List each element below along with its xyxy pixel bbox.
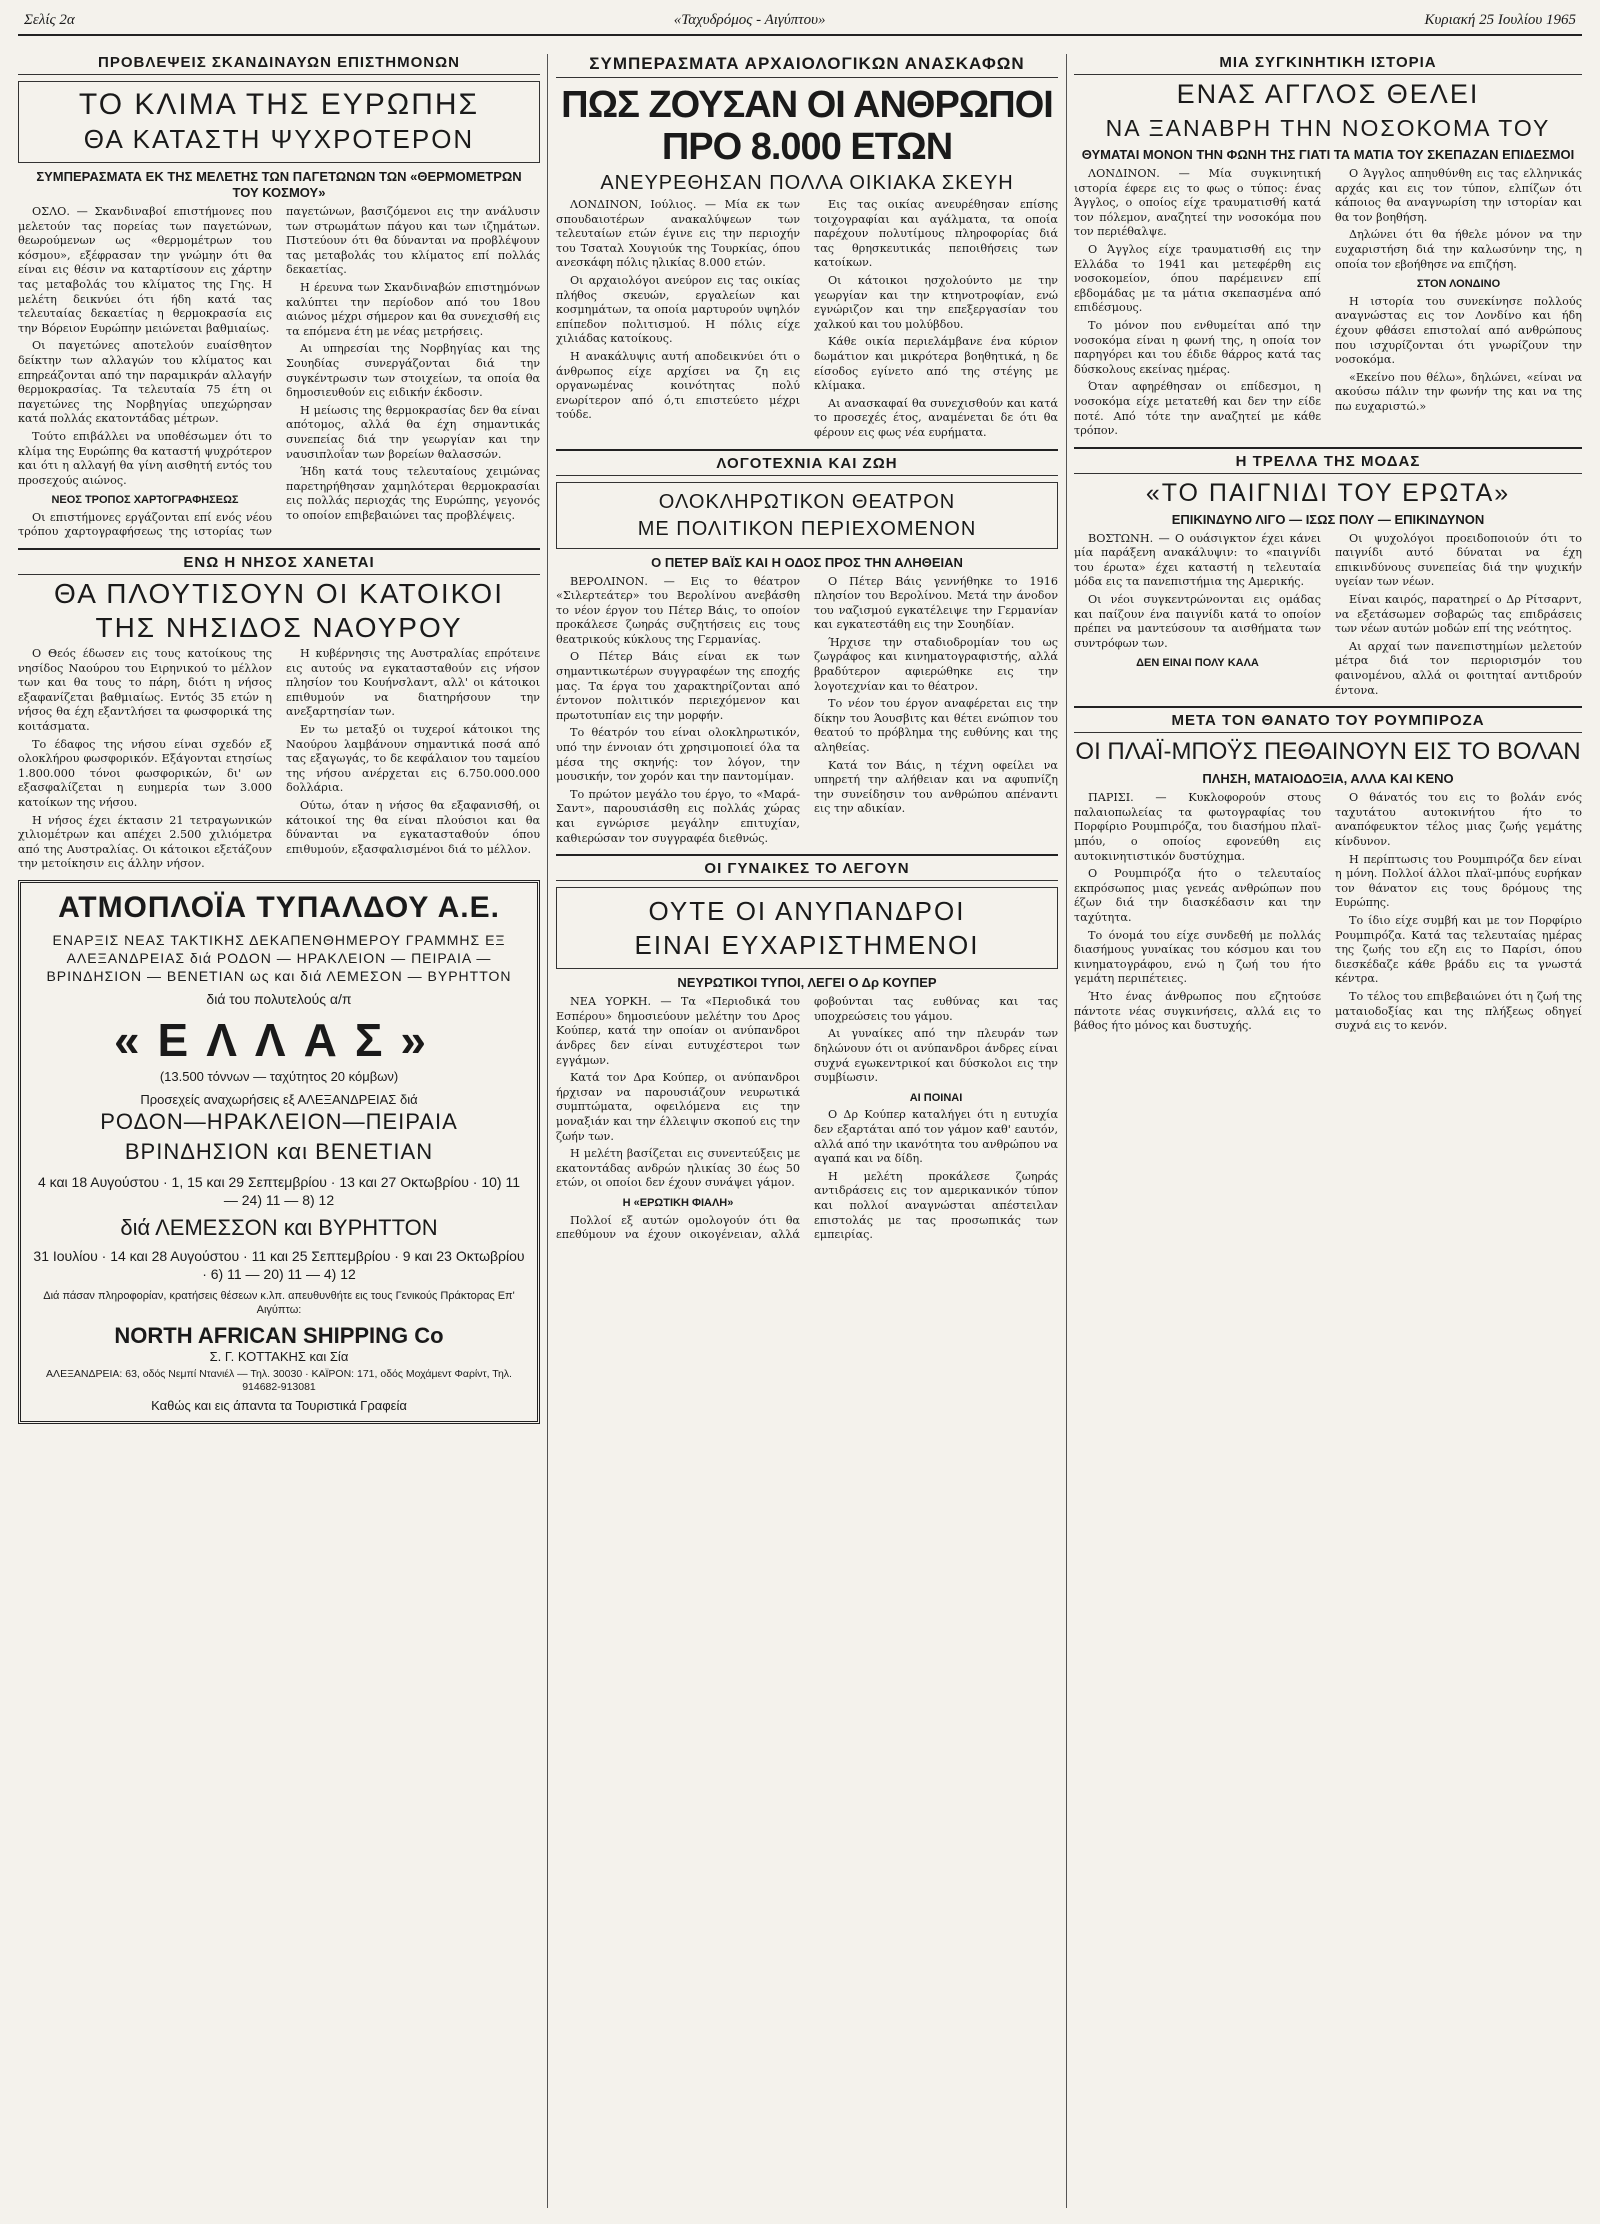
- paragraph: Αι ανασκαφαί θα συνεχισθούν και κατά το προσεχές έτος, αναμένεται δε ότι θα φέρουν εις φως νέα ευρήματα.: [814, 396, 1058, 439]
- paragraph: Αι γυναίκες από την πλευράν των δηλώνουν ότι οι ανύπανδροι άνδρες είναι συχνά εγωκεντρικοί και δύσκολοι εις την συμβίωσιν.: [814, 1027, 1058, 1085]
- paragraph: Εις τας οικίας ανευρέθησαν επίσης τοιχογραφίαι και αγάλματα, τα οποία παρέχουν πολυτίμους πληροφορίας διά τας θρησκευτικάς πεποιθήσεις των κατοίκων.: [814, 198, 1058, 270]
- ad-agent: NORTH AFRICAN SHIPPING Co: [114, 1322, 444, 1348]
- article-nurse: [1074, 54, 1582, 439]
- paragraph: Ο Πέτερ Βάις γεννήθηκε το 1916 πλησίον του Βερολίνου. Μετά την άνοδον του ναζισμού εγκατέλειψε την Γερμανίαν και εγκατεστάθη εις την Σουηδίαν.: [814, 574, 1058, 632]
- article-body: [18, 647, 540, 872]
- section-subhead: ΣΤΟΝ ΛΟΝΔΙΝΟ: [1416, 278, 1501, 291]
- column-rule: [547, 54, 548, 2208]
- paragraph: ΛΟΝΔΙΝΟΝ, Ιούλιος. — Μία εκ των σπουδαιοτέρων ανακαλύψεων των τελευταίων ετών έγινε εις την περιοχήν του Τσαταλ Χουγιούκ της Τουρκίας, όπου ανεσκάφη πόλις ηλικίας 8.000 ετών.: [556, 198, 800, 270]
- newspaper-page: [18, 10, 1582, 2214]
- article-body: [556, 995, 1058, 1244]
- paragraph: Η νήσος έχει έκτασιν 21 τετραγωνικών χιλιομέτρων και απέχει 2.500 χιλιόμετρα από της Αυστραλίας. Οι κάτοικοι εξετάζουν την μετοίκησιν εις άλλην νήσον.: [18, 813, 272, 871]
- article-subhead: ΣΥΜΠΕΡΑΣΜΑΤΑ ΕΚ ΤΗΣ ΜΕΛΕΤΗΣ ΤΩΝ ΠΑΓΕΤΩΝΩΝ ΤΩΝ «ΘΕΡΜΟΜΕΤΡΩΝ ΤΟΥ ΚΟΣΜΟΥ»: [36, 169, 522, 200]
- ad-tour: Καθώς και εις άπαντα τα Τουριστικά Γραφεία: [151, 1397, 407, 1413]
- paragraph: ΟΣΛΟ. — Σκανδιναβοί επιστήμονες που μελετούν τας πορείας των παγετώνων, θεωρούμενων ως «θερμομέτρων του κόσμου», εξέφρασαν την γνώμην ότι θα είναι εις θέσιν να καταρτίσουν εις χάρτην τας μεταβολάς του κλίματος της Γης. Η μελέτη δεικνύει ότι ήδη κατά τας τελευταίας δεκαετίας η θερμοκρασία εις την Βόρειον Ευρώπην μειώνεται βαθμιαίως.: [18, 205, 272, 335]
- ad-dates: 4 και 18 Αυγούστου · 1, 15 και 29 Σεπτεμβρίου · 13 και 27 Οκτωβρίου · 10) 11 — 24) 11 — 8) 12: [37, 1173, 521, 1208]
- paragraph: Δηλώνει ότι θα ήθελε μόνον να την ευχαριστήση διά την καλωσύνην της, η οποία τον εβοήθησε να επιζήση.: [1335, 228, 1582, 271]
- section-rule: [1074, 447, 1582, 449]
- paragraph: ΠΑΡΙΣΙ. — Κυκλοφορούν στους παλαιοπωλείας τα φωτογραφίας του Πορφίριο Ρουμπιρόζα, του διασήμου πλαϊ-μπόυ, ο οποίος εφονεύθη εις αυτοκινητιστικόν δυστύχημα.: [1074, 791, 1321, 863]
- paragraph: Οι νέοι συγκεντρώνονται εις ομάδας και παίζουν ένα παιγνίδι κατά το οποίον πρέπει να μαντεύσουν τα αισθήματα των συντρόφων των.: [1074, 593, 1321, 650]
- article-archaeology: [556, 54, 1058, 441]
- section-rule: [18, 548, 540, 550]
- paragraph: ΛΟΝΔΙΝΟΝ. — Μία συγκινητική ιστορία έφερε εις το φως ο τύπος: ένας Άγγλος, ο οποίος είχε τραυματισθή κατά τον πόλεμον, αναζητεί την νοσοκόμα που τον περιέθαλψε.: [1074, 167, 1321, 239]
- section-subhead-2: ΑΙ ΠΟΙΝΑΙ: [909, 1091, 963, 1104]
- paragraph: Κατά τον Βάις, η τέχνη οφείλει να υπηρετή την αλήθειαν και να αφυπνίζη την συνείδησιν του ανθρώπου απέναντι εις την αδικίαν.: [814, 758, 1058, 816]
- section-subhead: Η «ΕΡΩΤΙΚΗ ΦΙΑΛΗ»: [622, 1196, 734, 1209]
- paragraph: Οι αρχαιολόγοι ανεύρον εις τας οικίας πλήθος σκευών, εργαλείων και κοσμημάτων, τα οποία μαρτυρούν υψηλόν επίπεδον πολιτισμού. Η πόλις είχε χιλιάδας κατοίκους.: [556, 273, 800, 346]
- paragraph: Το ίδιο είχε συμβή και με τον Πορφίριο Ρουμπιρόζα. Κατά τας τελευταίας ημέρας της ζωής του εζη εις το Παρίσι, όπου διεσκέδαζε κάθε βράδυ εις τα γνωστά κέντρα.: [1335, 913, 1582, 986]
- headline-box: [556, 887, 1058, 969]
- paragraph: Η μείωσις της θερμοκρασίας δεν θα είναι απότομος, αλλά θα έχη σημαντικάς συνεπείας διά την γεωργίαν και την ναυσιπλοΐαν των βορείων θαλασσών.: [286, 403, 540, 461]
- paragraph: Όταν αφηρέθησαν οι επίδεσμοι, η νοσοκόμα είχε μετατεθή και δεν την είδε ποτέ. Από τότε την αναζητεί με κάθε τρόπον.: [1074, 380, 1321, 438]
- issue-date: Κυριακή 25 Ιουλίου 1965: [1424, 11, 1576, 28]
- article-headline: ΟΛΟΚΛΗΡΩΤΙΚΟΝ ΘΕΑΤΡΟΝ: [658, 490, 956, 513]
- article-kicker: ΜΕΤΑ ΤΟΝ ΘΑΝΑΤΟ ΤΟΥ ΡΟΥΜΠΙΡΟΖΑ: [1074, 712, 1582, 733]
- article-headline: ΤΟ ΚΛΙΜΑ ΤΗΣ ΕΥΡΩΠΗΣ: [78, 88, 480, 121]
- article-headline-2: ΘΑ ΚΑΤΑΣΤΗ ΨΥΧΡΟΤΕΡΟΝ: [83, 124, 475, 154]
- paragraph: ΝΕΑ ΥΟΡΚΗ. — Τα «Περιοδικά του Εσπέρου» δημοσιεύουν μελέτην του Δρος Κούπερ, κατά την οποίαν οι ανύπανδροι άνδρες δεν είναι ευτυχέστεροι των εγγάμων.: [556, 995, 800, 1067]
- article-kicker: ΟΙ ΓΥΝΑΙΚΕΣ ΤΟ ΛΕΓΟΥΝ: [556, 860, 1058, 881]
- article-body: [1074, 791, 1582, 1037]
- article-kicker: ΠΡΟΒΛΕΨΕΙΣ ΣΚΑΝΔΙΝΑΥΩΝ ΕΠΙΣΤΗΜΟΝΩΝ: [18, 54, 540, 75]
- ad-ship-info: (13.500 τόννων — ταχύτητος 20 κόμβων): [159, 1068, 399, 1084]
- paragraph: Εν τω μεταξύ οι τυχεροί κάτοικοι της Ναούρου λαμβάνουν σημαντικά ποσά από τας εξαγωγάς, το δε κεφάλαιον του ταμείου της νήσου ανέρχεται εις 6.750.000.000 δολλάρια.: [286, 723, 540, 795]
- ad-intro: ΕΝΑΡΞΙΣ ΝΕΑΣ ΤΑΚΤΙΚΗΣ ΔΕΚΑΠΕΝΘΗΜΕΡΟΥ ΓΡΑΜΜΗΣ ΕΞ ΑΛΕΞΑΝΔΡΕΙΑΣ διά ΡΟΔΟΝ — ΗΡΑΚΛΕΙΟΝ — ΠΕΙΡΑΙΑ — ΒΡΙΝΔΗΣΙΟΝ — ΒΕΝΕΤΙΑΝ ως και διά ΛΕΜΕΣΟΝ — ΒΥΡΗΤΤΟΝ: [46, 931, 512, 984]
- section-rule: [1074, 706, 1582, 708]
- article-climate: [18, 54, 540, 540]
- paragraph: Η περίπτωσις του Ρουμπιρόζα δεν είναι η μόνη. Πολλοί άλλοι πλαϊ-μπόυς ευρήκαν τον θάνατον εις τους δρόμους της Ευρώπης.: [1335, 852, 1582, 910]
- paragraph: Κάθε οικία περιελάμβανε ένα κύριον δωμάτιον και μικρότερα βοηθητικά, η δε είσοδος εγίνετο από της στέγης με κλίμακα.: [814, 335, 1058, 393]
- paragraph: Ήδη κατά τους τελευταίους χειμώνας παρετηρήθησαν χαμηλότεραι θερμοκρασίαι εις πολλάς περιοχάς της Ευρώπης, γεγονός το οποίον επιβεβαιώνει τας προβλέψεις.: [286, 465, 540, 522]
- ad-agent-2: Σ. Γ. ΚΟΤΤΑΚΗΣ και Σία: [209, 1348, 349, 1364]
- paragraph: Το πρώτον μεγάλο του έργο, το «Μαρά-Σαντ», παρουσιάσθη εις πολλάς χώρας και εγνώρισε μεγάλην επιτυχίαν, καθιερώσαν τον συγγραφέα διεθνώς.: [556, 787, 800, 845]
- masthead: [18, 10, 1582, 36]
- page-number: Σελίς 2α: [24, 11, 75, 28]
- article-body: [1074, 532, 1582, 699]
- article-headline: ΕΝΑΣ ΑΓΓΛΟΣ ΘΕΛΕΙ: [1176, 79, 1480, 109]
- paragraph: Η ιστορία του συνεκίνησε πολλούς αναγνώστας εις τον Λονδίνο και ήδη έχουν φθάσει επιστολαί από ανθρώπους που ισχυρίζονται ότι γνωρίζουν την νοσοκόμα.: [1335, 294, 1582, 367]
- paragraph: Η ανακάλυψις αυτή αποδεικνύει ότι ο άνθρωπος είχε αρχίσει να ζη εις οργανωμένας κοινότητας πολύ ενωρίτερον από ό,τι επιστεύετο μέχρι τούδε.: [556, 349, 800, 422]
- paragraph: Το θέατρόν του είναι ολοκληρωτικόν, υπό την έννοιαν ότι χρησιμοποιεί όλα τα μέσα της σκηνής: τον λόγον, την μουσικήν, τον χορόν και την παντομίμαν.: [556, 726, 800, 784]
- article-subhead: ΝΕΥΡΩΤΙΚΟΙ ΤΥΠΟΙ, ΛΕΓΕΙ Ο Δρ ΚΟΥΠΕΡ: [677, 975, 937, 991]
- article-subhead: ΕΠΙΚΙΝΔΥΝΟ ΛΙΓΟ — ΙΣΩΣ ΠΟΛΥ — ΕΠΙΚΙΝΔΥΝΟΝ: [1171, 511, 1485, 527]
- paragraph: Ο Δρ Κούπερ καταλήγει ότι η ευτυχία δεν εξαρτάται από τον γάμον καθ' εαυτόν, αλλά από την ικανότητα του ανθρώπου να αγαπά και να δίδη.: [814, 1108, 1058, 1166]
- article-headline-2: ΜΕ ΠΟΛΙΤΙΚΟΝ ΠΕΡΙΕΧΟΜΕΝΟΝ: [637, 517, 977, 540]
- paragraph: Είναι καιρός, παρατηρεί ο Δρ Ρίτσαρντ, να εξετάσωμεν σοβαρώς τας επιδράσεις των νέων αυτών μοδών επί της νεότητος.: [1335, 593, 1582, 636]
- ad-address: ΑΛΕΞΑΝΔΡΕΙΑ: 63, οδός Νεμπί Ντανιέλ — Τηλ. 30030 · ΚΑΪΡΟΝ: 171, οδός Μοχάμεντ Φαρίντ, Τηλ. 914682-913081: [46, 1367, 512, 1393]
- paragraph: Ούτω, όταν η νήσος θα εξαφανισθή, οι κάτοικοί της θα είναι πλούσιοι και θα δύνανται να εγκατασταθούν όπου επιθυμούν, εξασφαλισμένοι διά το μέλλον.: [286, 799, 540, 856]
- paragraph: Η έρευνα των Σκανδιναβών επιστημόνων καλύπτει την περίοδον από του 18ου αιώνος μέχρι σήμερον και θα συνεχισθή εις τα επόμενα έτη με νέας μετρήσεις.: [286, 280, 540, 338]
- ad-vessel-label: διά του πολυτελούς α/π: [206, 990, 352, 1007]
- article-kicker: Η ΤΡΕΛΛΑ ΤΗΣ ΜΟΔΑΣ: [1074, 453, 1582, 474]
- column-right: [1074, 54, 1582, 1037]
- article-body: [556, 575, 1058, 847]
- article-body: [556, 198, 1058, 441]
- ad-destinations-2: διά ΛΕΜΕΣΣΟΝ και ΒΥΡΗΤΤΟΝ: [120, 1214, 438, 1240]
- paragraph: Η μελέτη προκάλεσε ζωηράς αντιδράσεις εις τον αμερικανικόν τύπον και πολλοί αναγνώσται απέστειλαν επιστολάς με τας προσωπικάς των εμπειρίας.: [814, 1169, 1058, 1242]
- paragraph: Το νέον του έργον αναφέρεται εις την δίκην του Άουσβιτς και θέτει ενώπιον του θεατού το πρόβλημα της ευθύνης και της αληθείας.: [814, 697, 1058, 755]
- paragraph: Ο Άγγλος είχε τραυματισθή εις την Ελλάδα το 1941 και μετεφέρθη εις νοσοκομείον, όπου παρέμεινεν επί εβδομάδας με τα μάτια σκεπασμένα από επιδέσμους.: [1074, 242, 1321, 315]
- newspaper-title: «Ταχυδρόμος - Αιγύπτου»: [673, 11, 826, 28]
- paragraph: Το μόνον που ενθυμείται από την νοσοκόμα είναι η φωνή της, η οποία τον παρηγόρει και του έδιδε θάρρος κατά τας δύσκολους εκείνας ημέρας.: [1074, 318, 1321, 376]
- article-headline: «ΤΟ ΠΑΙΓΝΙΔΙ ΤΟΥ ΕΡΩΤΑ»: [1145, 478, 1511, 507]
- article-subhead: ΘΥΜΑΤΑΙ ΜΟΝΟΝ ΤΗΝ ΦΩΝΗ ΤΗΣ ΓΙΑΤΙ ΤΑ ΜΑΤΙΑ ΤΟΥ ΣΚΕΠΑΖΑΝ ΕΠΙΔΕΣΜΟΙ: [1081, 147, 1575, 162]
- article-kicker: ΣΥΜΠΕΡΑΣΜΑΤΑ ΑΡΧΑΙΟΛΟΓΙΚΩΝ ΑΝΑΣΚΑΦΩΝ: [556, 54, 1058, 78]
- article-playboys: [1074, 712, 1582, 1037]
- paragraph: Το όνομά του είχε συνδεθή με πολλάς διασήμους γυναίκας του κόσμου και του κινηματογράφου, ενώ η ζωή του ήτο γεμάτη περιπέτειες.: [1074, 928, 1321, 986]
- article-nauru: [18, 554, 540, 872]
- article-headline: ΠΩΣ ΖΟΥΣΑΝ ΟΙ ΑΝΘΡΩΠΟΙ ΠΡΟ 8.000 ΕΤΩΝ: [561, 84, 1053, 168]
- section-rule: [556, 449, 1058, 451]
- article-headline: ΟΥΤΕ ΟΙ ΑΝΥΠΑΝΔΡΟΙ: [648, 896, 966, 927]
- paragraph: Ο Θεός έδωσεν εις τους κατοίκους της νησίδος Ναούρου του Ειρηνικού το μέλλον των και θα τους το πάρη, διότι η νήσος εξαφανίζεται βαθμιαίως. Εντός 35 ετών η νήσος θα έχη εξαντλήσει τα φωσφορικά της κοιτάσματα.: [18, 647, 272, 734]
- paragraph: Οι ψυχολόγοι προειδοποιούν ότι το παιγνίδι αυτό δύναται να έχη επικινδύνους συνεπείας διά την ψυχικήν υγείαν των νέων.: [1335, 531, 1582, 589]
- column-left: [18, 54, 540, 1424]
- article-headline-2: ΕΙΝΑΙ ΕΥΧΑΡΙΣΤΗΜΕΝΟΙ: [634, 930, 980, 961]
- paragraph: Οι επιστήμονες εργάζονται επί ενός νέου τρόπου χαρτογραφήσεως της ιστορίας των παγετώνων, βασιζόμενοι εις την ανάλυσιν των στρωμάτων πάγου και των ιζημάτων. Πιστεύουν ότι θα δύνανται να προβλέψουν τας μεταβολάς του κλίματος επί πολλάς δεκαετίας.: [18, 205, 540, 539]
- article-bachelors: [556, 860, 1058, 1244]
- paragraph: Αι αρχαί των πανεπιστημίων μελετούν μέτρα διά τον περιορισμόν του φαινομένου, αλλά οι φοιτηταί αντιδρούν έντονα.: [1335, 639, 1582, 697]
- paragraph: Το έδαφος της νήσου είναι σχεδόν εξ ολοκλήρου φωσφορικόν. Εξάγονται ετησίως 1.800.000 τόνοι φωσφορικών, δι' ων εξασφαλίζεται η ευημερία των 3.000 κατοίκων της νήσου.: [18, 737, 272, 809]
- paragraph: Ο θάνατός του εις το βολάν ενός ταχυτάτου αυτοκινήτου ήτο το αναπόφευκτον τέλος μιας ζωής γεμάτης κίνδυνον.: [1335, 791, 1582, 848]
- paragraph: Η μελέτη βασίζεται εις συνεντεύξεις με εκατοντάδας ανδρών ηλικίας 30 έως 50 ετών, οι οποίοι δεν έχουν συνάψει γάμον.: [556, 1147, 800, 1190]
- article-body: [18, 205, 540, 540]
- paragraph: «Εκείνο που θέλω», δηλώνει, «είναι να ακούσω πάλιν την φωνήν της και να της πω ευχαριστώ.»: [1335, 370, 1582, 413]
- article-body: [1074, 167, 1582, 439]
- article-headline-2: ΤΗΣ ΝΗΣΙΔΟΣ ΝΑΟΥΡΟΥ: [95, 612, 463, 644]
- ad-company: ΑΤΜΟΠΛΟΪΑ ΤΥΠΑΛΔΟΥ Α.Ε.: [58, 890, 500, 924]
- section-subhead: ΔΕΝ ΕΙΝΑΙ ΠΟΛΥ ΚΑΛΑ: [1136, 657, 1259, 670]
- paragraph: Ήρχισε την σταδιοδρομίαν του ως ζωγράφος και κινηματογραφιστής, αλλά βραδύτερον αφιερώθηκε εις την λογοτεχνίαν και το θέατρον.: [814, 635, 1058, 693]
- paragraph: Ο Πέτερ Βάις είναι εκ των σημαντικωτέρων συγγραφέων της εποχής μας. Τα έργα του χαρακτηρίζονται από έντονον πολιτικόν περιεχόμενον και πρωτοτυπίαν εις την μορφήν.: [556, 650, 800, 722]
- paragraph: Αι υπηρεσίαι της Νορβηγίας και της Σουηδίας συνεργάζονται διά την συγκέντρωσιν των στοιχείων, τα οποία θα δημοσιευθούν εις ειδικήν έκδοσιν.: [286, 342, 540, 400]
- ad-info: Διά πάσαν πληροφορίαν, κρατήσεις θέσεων κ.λπ. απευθυνθήτε εις τους Γενικούς Πράκτορας Επ' Αιγύπτω:: [43, 1289, 515, 1316]
- paragraph: Ο Ρουμπιρόζα ήτο ο τελευταίος εκπρόσωπος μιας γενεάς ανθρώπων που έζων διά την διασκέδασιν και την ταχύτητα.: [1074, 867, 1321, 924]
- article-kicker: ΛΟΓΟΤΕΧΝΙΑ ΚΑΙ ΖΩΗ: [556, 455, 1058, 476]
- ad-destinations: ΡΟΔΟΝ—ΗΡΑΚΛΕΙΟΝ—ΠΕΙΡΑΙΑ ΒΡΙΝΔΗΣΙΟΝ και ΒΕΝΕΤΙΑΝ: [100, 1108, 458, 1164]
- paragraph: ΒΕΡΟΛΙΝΟΝ. — Εις το θέατρον «Σιλερτεάτερ» του Βερολίνου ανεβάσθη το νέον έργον του Πέτερ Βάις, το οποίον προκάλεσε ζωηράς συζητήσεις εις τους θεατρικούς κύκλους της Γερμανίας.: [556, 574, 800, 646]
- article-subhead: ΠΛΗΣΗ, ΜΑΤΑΙΟΔΟΞΙΑ, ΑΛΛΑ ΚΑΙ ΚΕΝΟ: [1202, 771, 1454, 787]
- column-rule: [1066, 54, 1067, 2208]
- article-kicker: ΜΙΑ ΣΥΓΚΙΝΗΤΙΚΗ ΙΣΤΟΡΙΑ: [1074, 54, 1582, 75]
- shipping-advertisement: [18, 880, 540, 1424]
- article-theatre: [556, 455, 1058, 847]
- article-kicker: ΕΝΩ Η ΝΗΣΟΣ ΧΑΝΕΤΑΙ: [18, 554, 540, 575]
- paragraph: Κατά τον Δρα Κούπερ, οι ανύπανδροι ήρχισαν να παρουσιάζουν νευρωτικά συμπτώματα, οφειλόμενα εις την μοναξιάν και την έλλειψιν σκοπού εις την ζωήν των.: [556, 1071, 800, 1143]
- paragraph: Οι παγετώνες αποτελούν ευαίσθητον δείκτην των αλλαγών του κλίματος και επηρεάζονται από την παραμικράν αλλαγήν θερμοκρασίας. Τα τελευταία 75 έτη οι παγετώνες της Νορβηγίας υπεχώρησαν κατά πολλάς εκατοντάδας μέτρων.: [18, 339, 272, 426]
- article-headline-2: ΝΑ ΞΑΝΑΒΡΗ ΤΗΝ ΝΟΣΟΚΟΜΑ ΤΟΥ: [1105, 115, 1551, 141]
- paragraph: Το τέλος του επιβεβαιώνει ότι η ζωή της ματαιοδοξίας και της πλήξεως οδηγεί συχνά εις το κενόν.: [1335, 989, 1582, 1033]
- paragraph: Ο Άγγλος απηυθύνθη εις τας ελληνικάς αρχάς και εις τον τύπον, ελπίζων ότι κάποιος θα αναγνωρίση την ιστορίαν και θα τον βοηθήση.: [1335, 167, 1582, 224]
- ad-departures-label: Προσεχείς αναχωρήσεις εξ ΑΛΕΞΑΝΔΡΕΙΑΣ διά: [140, 1091, 418, 1107]
- article-headline: ΘΑ ΠΛΟΥΤΙΣΟΥΝ ΟΙ ΚΑΤΟΙΚΟΙ: [54, 578, 504, 610]
- article-subhead: ΑΝΕΥΡΕΘΗΣΑΝ ΠΟΛΛΑ ΟΙΚΙΑΚΑ ΣΚΕΥΗ: [600, 172, 1014, 194]
- section-rule: [556, 854, 1058, 856]
- paragraph: Πολλοί εξ αυτών ομολογούν ότι θα επεθύμουν να έχουν οικογένειαν, αλλά φοβούνται τας ευθύνας και τας υποχρεώσεις του γάμου.: [556, 995, 1058, 1242]
- ad-ship-name: «ΕΛΛΑΣ»: [113, 1013, 445, 1066]
- article-subhead: Ο ΠΕΤΕΡ ΒΑΪΣ ΚΑΙ Η ΟΔΟΣ ΠΡΟΣ ΤΗΝ ΑΛΗΘΕΙΑΝ: [651, 554, 963, 570]
- headline-box: [556, 482, 1058, 549]
- column-center: [556, 54, 1058, 1244]
- article-fashion: [1074, 453, 1582, 699]
- headline-box: [18, 81, 540, 163]
- section-subhead: ΝΕΟΣ ΤΡΟΠΟΣ ΧΑΡΤΟΓΡΑΦΗΣΕΩΣ: [51, 494, 239, 507]
- paragraph: Οι κάτοικοι ησχολούντο με την γεωργίαν και την κτηνοτροφίαν, ενώ εγνώριζον και την επεξεργασίαν του χαλκού και του μολύβδου.: [814, 273, 1058, 331]
- paragraph: Τούτο επιβάλλει να υποθέσωμεν ότι το κλίμα της Ευρώπης θα καταστή ψυχρότερον και ότι η αλλαγή θα γίνη αισθητή εντός του προσεχούς αιώνος.: [18, 429, 272, 487]
- paragraph: ΒΟΣΤΩΝΗ. — Ο ουάσιγκτον έχει κάνει μία παράξενη ανακάλυψιν: το «παιγνίδι του έρωτα» έχει καταστή η τελευταία μόδα εις τα πανεπιστήμια της Αμερικής.: [1074, 531, 1321, 589]
- paragraph: Ήτο ένας άνθρωπος που εζητούσε πάντοτε νέας συγκινήσεις, αλλά εις το βάθος ήτο μόνος και δυστυχής.: [1074, 989, 1321, 1033]
- ad-dates-2: 31 Ιουλίου · 14 και 28 Αυγούστου · 11 και 25 Σεπτεμβρίου · 9 και 23 Οκτωβρίου · 6) 11 — 20) 11 — 4) 12: [33, 1247, 525, 1282]
- article-headline: ΟΙ ΠΛΑΪ-ΜΠΟΫΣ ΠΕΘΑΙΝΟΥΝ ΕΙΣ ΤΟ ΒΟΛΑΝ: [1075, 738, 1581, 766]
- paragraph: Η κυβέρνησις της Αυστραλίας επρότεινε εις αυτούς να εγκατασταθούν εις νήσον πλησίον του Κουήνσλαντ, αλλ' οι κάτοικοι επιθυμούν να διατηρήσουν την ανεξαρτησίαν των.: [286, 647, 540, 719]
